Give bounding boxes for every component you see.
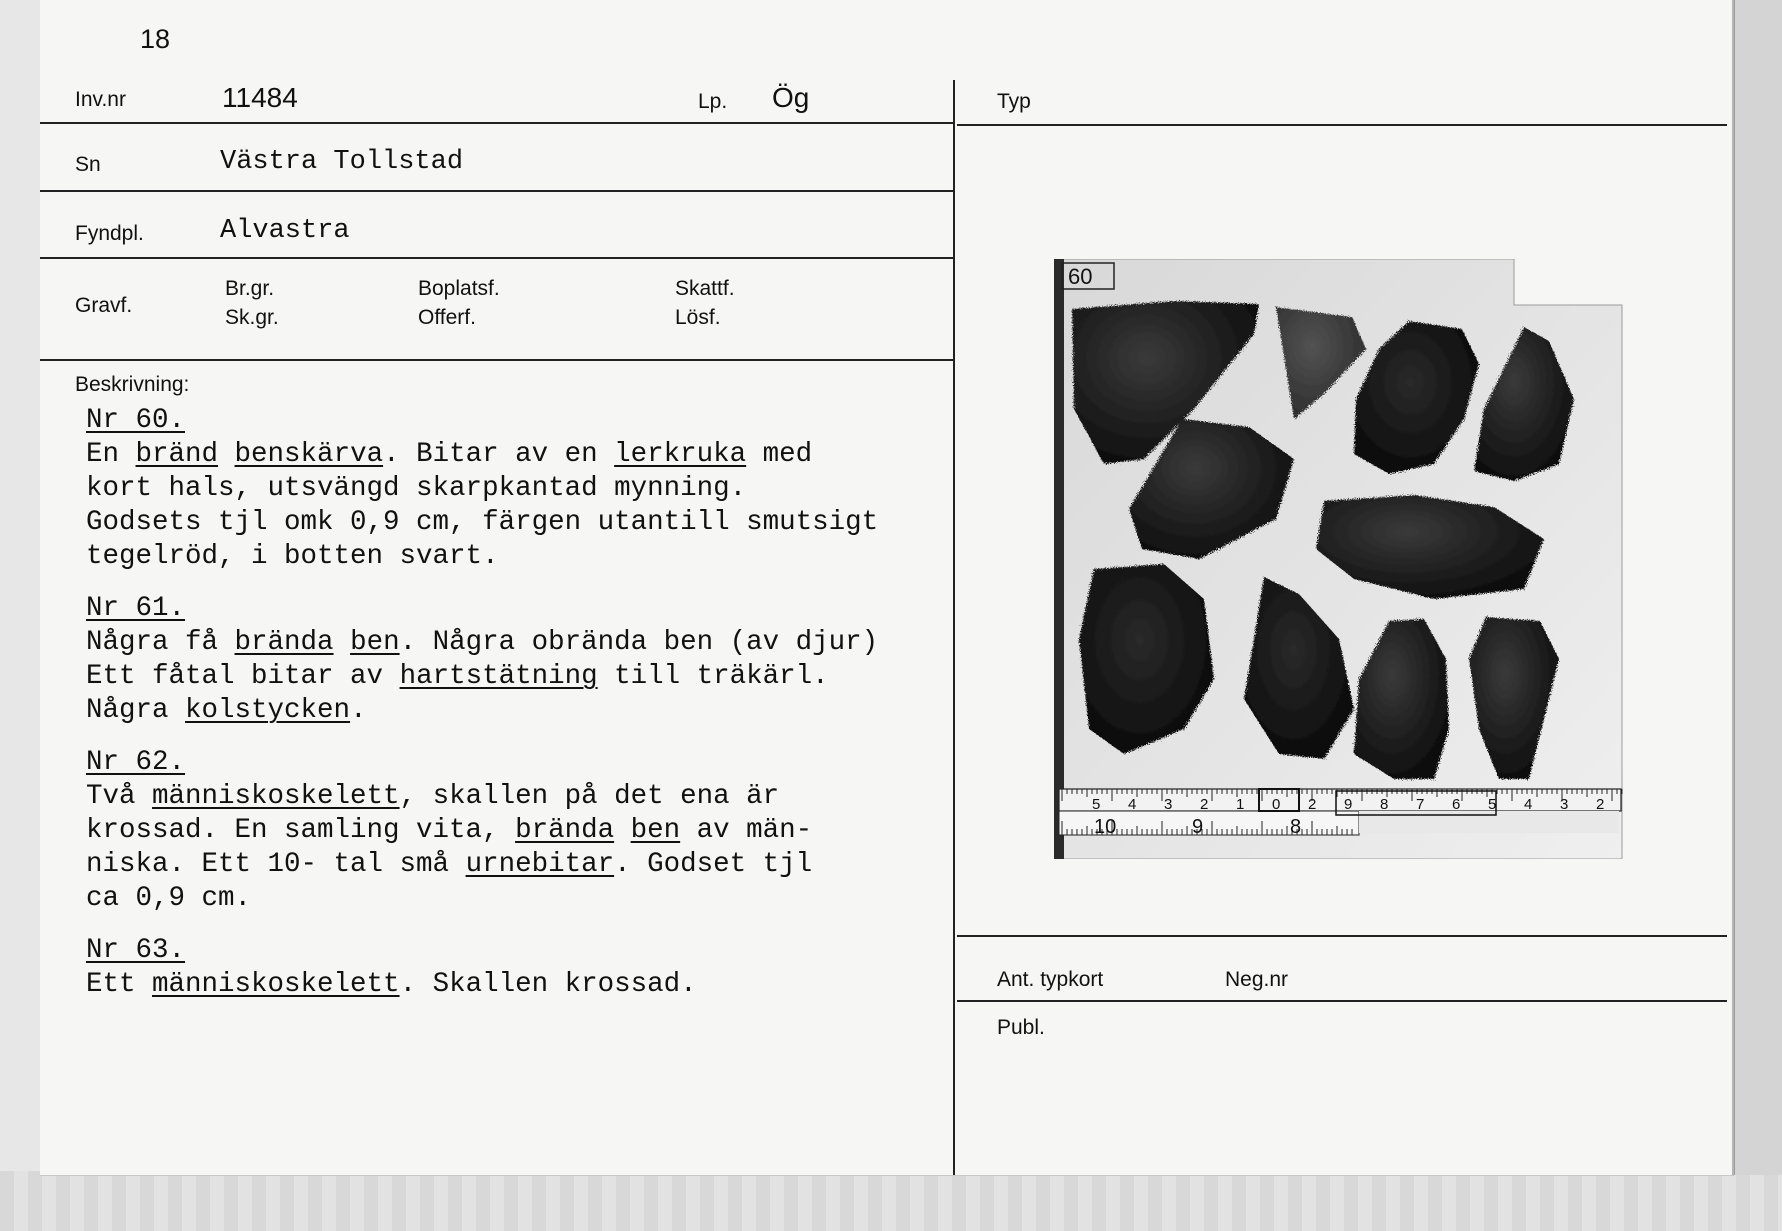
inv-nr-label: Inv.nr <box>75 88 126 111</box>
divider-typ <box>957 124 1727 126</box>
offerf-label: Offerf. <box>418 306 476 329</box>
lp-label: Lp. <box>698 90 728 113</box>
entry-heading: Nr 62. <box>86 747 186 778</box>
fyndpl-label: Fyndpl. <box>75 222 144 245</box>
ruler-digit: 5 <box>1092 796 1101 813</box>
entry-line: tegelröd, i botten svart. <box>86 541 499 572</box>
description-entry <box>86 746 1036 916</box>
description-text <box>86 404 1036 1020</box>
page-number: 18 <box>140 24 171 54</box>
sn-label: Sn <box>75 153 101 176</box>
entry-heading: Nr 60. <box>86 405 186 436</box>
sherd-photo <box>1054 259 1634 859</box>
ruler-digit: 4 <box>1128 796 1137 813</box>
ruler-digit: 5 <box>1488 796 1497 813</box>
entry-line: Ett fåtal bitar av hartstätning till träkärl. <box>86 661 829 692</box>
gravf-label: Gravf. <box>75 294 133 317</box>
divider-sn <box>40 190 953 192</box>
br-gr-label: Br.gr. <box>225 277 275 300</box>
entry-line: En bränd benskärva. Bitar av en lerkruka med <box>86 439 813 470</box>
entry-line: ca 0,9 cm. <box>86 883 252 914</box>
entry-heading: Nr 63. <box>86 935 186 966</box>
ant-typkort-label: Ant. typkort <box>997 968 1104 991</box>
entry-line: krossad. En samling vita, brända ben av män- <box>86 815 813 846</box>
beskrivning-label: Beskrivning: <box>75 373 190 396</box>
entry-line: kort hals, utsvängd skarpkantad mynning. <box>86 473 747 504</box>
ruler-digit-large: 8 <box>1290 816 1302 838</box>
ruler-digit: 0 <box>1272 796 1281 813</box>
ruler-digit: 9 <box>1344 796 1353 813</box>
scale-ruler <box>1059 789 1622 838</box>
photo-label: 60 <box>1068 264 1093 289</box>
ruler-digit: 2 <box>1200 796 1209 813</box>
ruler-digit: 8 <box>1380 796 1389 813</box>
entry-line: Godsets tjl omk 0,9 cm, färgen utantill smutsigt <box>86 507 879 538</box>
ruler-digit-large: 9 <box>1192 816 1204 838</box>
divider-antkort <box>957 1000 1727 1002</box>
typ-label: Typ <box>997 90 1031 113</box>
sk-gr-label: Sk.gr. <box>225 306 279 329</box>
lp-value: Ög <box>772 82 810 113</box>
entry-line: Ett människoskelett. Skallen krossad. <box>86 969 697 1000</box>
entry-line: Två människoskelett, skallen på det ena är <box>86 781 780 812</box>
divider-gravf <box>40 359 953 361</box>
description-entry <box>86 592 1036 728</box>
divider-fyndpl <box>40 257 953 259</box>
ruler-digit: 6 <box>1452 796 1461 813</box>
publ-label: Publ. <box>997 1016 1045 1039</box>
entry-heading: Nr 61. <box>86 593 186 624</box>
ruler-digit: 3 <box>1560 796 1569 813</box>
ruler-digit-large: 10 <box>1094 816 1117 838</box>
ruler-digit: 7 <box>1416 796 1425 813</box>
boplatsf-label: Boplatsf. <box>418 277 500 300</box>
skattf-label: Skattf. <box>675 277 735 300</box>
description-entry <box>86 404 1036 574</box>
background-stripe <box>0 1171 1782 1231</box>
entry-line: niska. Ett 10- tal små urnebitar. Godset tjl <box>86 849 813 880</box>
ruler-digit: 2 <box>1596 796 1605 813</box>
ruler-digit: 4 <box>1524 796 1533 813</box>
entry-line: Några få brända ben. Några obrända ben (av djur) <box>86 627 879 658</box>
fyndpl-value: Alvastra <box>220 216 350 246</box>
ruler-digit: 2 <box>1308 796 1317 813</box>
losf-label: Lösf. <box>675 306 721 329</box>
entry-line: Några kolstycken. <box>86 695 367 726</box>
ruler-digit: 3 <box>1164 796 1173 813</box>
ruler-digit: 1 <box>1236 796 1245 813</box>
neg-nr-label: Neg.nr <box>1225 968 1289 991</box>
card-right-edge <box>1732 0 1782 1175</box>
divider-photo-bottom <box>957 935 1727 937</box>
sn-value: Västra Tollstad <box>220 147 464 177</box>
inv-nr-value: 11484 <box>222 82 298 113</box>
divider-inv <box>40 122 953 124</box>
description-entry <box>86 934 1036 1002</box>
